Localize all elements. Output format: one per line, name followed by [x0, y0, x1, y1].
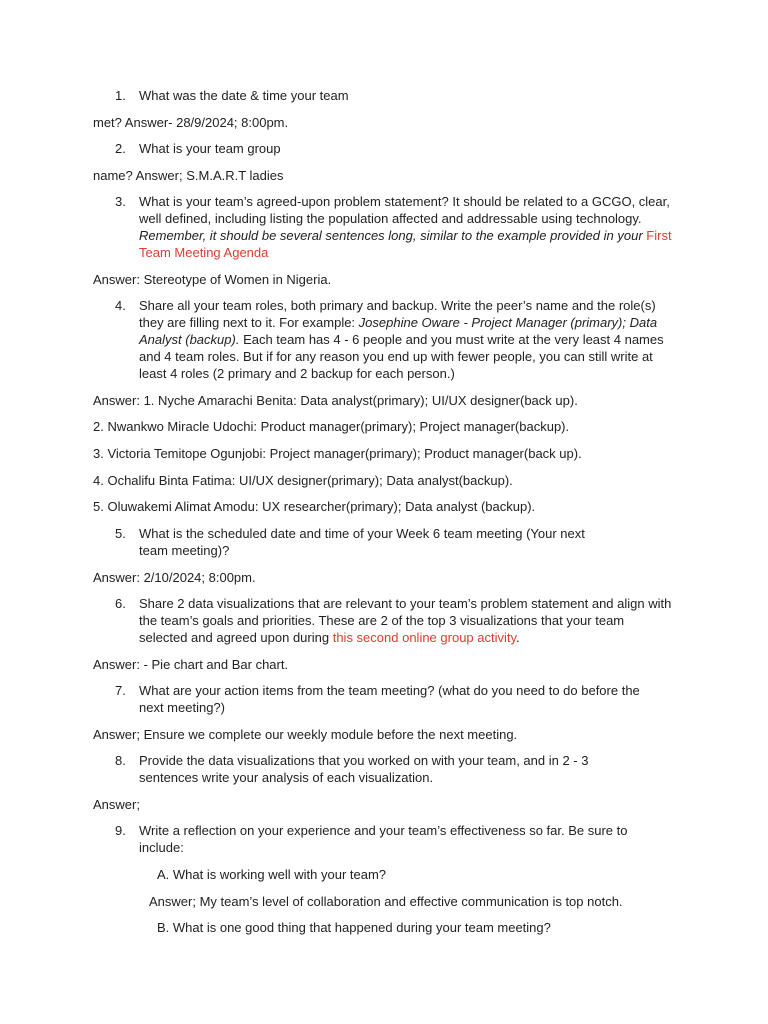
- answer-5: Answer: 2/10/2024; 8:00pm.: [93, 570, 256, 585]
- question-number: 2.: [115, 141, 126, 156]
- answer-4-line-5: 5. Oluwakemi Alimat Amodu: UX researcher(primary); Data analyst (backup).: [93, 499, 536, 514]
- first-team-meeting-agenda-link[interactable]: First Team Meeting Agenda: [139, 228, 672, 260]
- answer-4-line-1: Answer: 1. Nyche Amarachi Benita: Data analyst(primary); UI/UX designer(back up).: [93, 393, 578, 408]
- question-9: [115, 822, 650, 856]
- question-number: 7.: [115, 683, 126, 698]
- question-body: What is your team’s agreed-upon problem statement? It should be related to a GCGO, clear, well defined, including listing the population affected and addressable using technology.: [139, 194, 670, 226]
- question-2: [115, 140, 675, 157]
- question-number: 1.: [115, 88, 126, 103]
- question-text: Provide the data visualizations that you worked on with your team, and in 2 - 3 sentences write your analysis of each visualization.: [139, 753, 589, 785]
- question-text: [139, 595, 675, 646]
- question-number: 3.: [115, 194, 126, 209]
- answer-3: Answer: Stereotype of Women in Nigeria.: [93, 272, 332, 287]
- question-number: 9.: [115, 823, 126, 838]
- question-body-cont: Each team has 4 - 6 people and you must write at the very least 4 names and 4 team roles. But if for any reason you end up with fewer people, you can still write at least 4 roles (2 primary and 2 backup for each person.): [139, 332, 664, 381]
- answer-9a: Answer; My team’s level of collaboration and effective communication is top notch.: [149, 894, 623, 909]
- answer-8: Answer;: [93, 797, 140, 812]
- question-4: [115, 297, 675, 382]
- answer-6: Answer: - Pie chart and Bar chart.: [93, 657, 289, 672]
- answer-4-line-2: 2. Nwankwo Miracle Udochi: Product manager(primary); Project manager(backup).: [93, 419, 570, 434]
- answer-7: Answer; Ensure we complete our weekly module before the next meeting.: [93, 727, 518, 742]
- question-text: What are your action items from the team meeting? (what do you need to do before the next meeting?): [139, 683, 640, 715]
- second-online-group-activity-link[interactable]: this second online group activity: [332, 630, 517, 645]
- question-number: 5.: [115, 526, 126, 541]
- answer-4-line-3: 3. Victoria Temitope Ogunjobi: Project manager(primary); Product manager(back up).: [93, 446, 582, 461]
- question-3: [115, 193, 675, 261]
- question-text: [139, 297, 675, 382]
- question-text: What is your team group: [139, 141, 281, 156]
- answer-2: name? Answer; S.M.A.R.T ladies: [93, 168, 284, 183]
- question-number: 4.: [115, 298, 126, 313]
- question-text: [139, 193, 675, 261]
- question-italic-note: Remember, it should be several sentences long, similar to the example provided in your: [139, 228, 643, 243]
- question-text: What was the date & time your team: [139, 88, 349, 103]
- question-7: [115, 682, 650, 716]
- question-number: 8.: [115, 753, 126, 768]
- question-tail: .: [516, 630, 520, 645]
- question-8: [115, 752, 625, 786]
- question-body: Share 2 data visualizations that are relevant to your team’s problem statement and align with the team’s goals and priorities. These are 2 of the top 3 visualizations that your team selected and agreed upon during: [139, 596, 672, 645]
- question-9b: B. What is one good thing that happened during your team meeting?: [157, 920, 551, 935]
- question-text: Write a reflection on your experience and your team’s effectiveness so far. Be sure to include:: [139, 823, 628, 855]
- question-5: [115, 525, 615, 559]
- question-1: [115, 87, 675, 104]
- question-9a: A. What is working well with your team?: [157, 867, 387, 882]
- question-text: What is the scheduled date and time of your Week 6 team meeting (Your next team meeting)?: [139, 526, 585, 558]
- question-6: [115, 595, 675, 646]
- answer-1: met? Answer- 28/9/2024; 8:00pm.: [93, 115, 289, 130]
- question-number: 6.: [115, 596, 126, 611]
- question-italic-example: Josephine Oware - Project Manager (primary); Data Analyst (backup).: [139, 315, 658, 347]
- question-body: Share all your team roles, both primary and backup. Write the peer’s name and the role(s) they are filling next to it. For example:: [139, 298, 656, 330]
- answer-4-line-4: 4. Ochalifu Binta Fatima: UI/UX designer(primary); Data analyst(backup).: [93, 473, 513, 488]
